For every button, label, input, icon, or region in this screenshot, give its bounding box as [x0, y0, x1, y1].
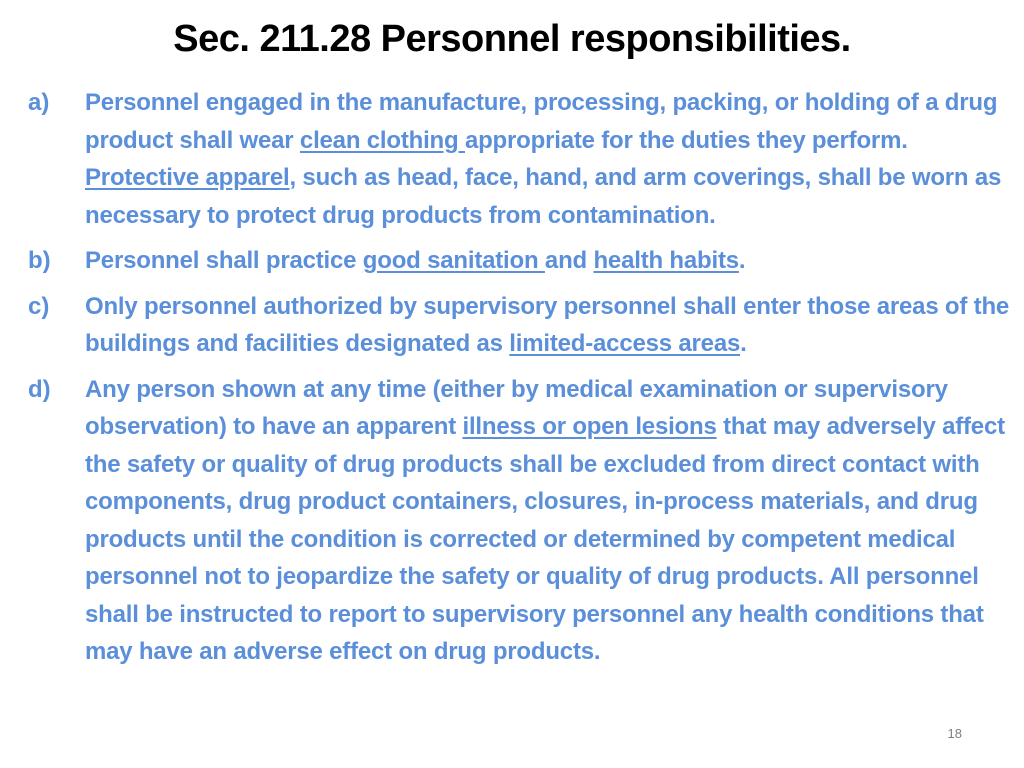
page-number: 18 — [947, 726, 962, 741]
item-text — [85, 242, 1018, 280]
underlined-term: limited-access areas — [509, 330, 741, 357]
item-text — [85, 288, 1018, 363]
item-text — [85, 84, 1018, 234]
text-segment: Any person shown at any time (either by medical examination or supervisory observation) to have an apparent — [85, 375, 948, 440]
slide-title: Sec. 211.28 Personnel responsibilities. — [173, 18, 851, 60]
item-marker: d) — [28, 375, 51, 403]
list-item-d — [28, 371, 1018, 671]
underlined-term: Protective apparel — [85, 164, 290, 191]
text-segment: . — [740, 330, 747, 357]
text-segment: and — [544, 247, 594, 274]
underlined-term: good sanitation — [362, 247, 545, 274]
text-segment: Personnel shall practice — [85, 247, 363, 274]
item-marker: b) — [28, 247, 51, 274]
item-marker: a) — [28, 89, 50, 116]
underlined-term: illness or open lesions — [462, 413, 717, 440]
item-text — [85, 371, 1018, 671]
list-item-c — [28, 288, 1018, 363]
list-item-a — [28, 84, 1018, 234]
list-item-b — [28, 242, 1018, 280]
item-marker: c) — [28, 292, 50, 320]
text-segment: appropriate for the duties they perform. — [464, 126, 908, 154]
text-segment: that may adversely affect the safety or quality of drug products shall be excluded from direct contact with components, drug product containers, closures, in-process materials, and drug products until the condition is corrected or determined by competent medical personnel not to jeopardize the safety or quality of drug products. All personnel shall be instructed to report to supervisory personnel any health conditions that may have an adverse effect on drug products. — [85, 413, 1005, 665]
text-segment: Only personnel authorized by supervisory personnel shall enter those areas of the buildings and facilities designated as — [85, 292, 1010, 357]
text-segment: , such as head, face, hand, and arm coverings, shall be worn as necessary to protect drug products from contamination. — [85, 164, 1002, 229]
text-segment: Personnel engaged in the manufacture, processing, packing, or holding of a drug product shall wear — [85, 89, 998, 154]
underlined-term: clean clothing — [299, 126, 465, 154]
underlined-term: health habits — [593, 247, 739, 274]
responsibilities-list — [28, 84, 1018, 679]
text-segment: . — [738, 247, 746, 274]
